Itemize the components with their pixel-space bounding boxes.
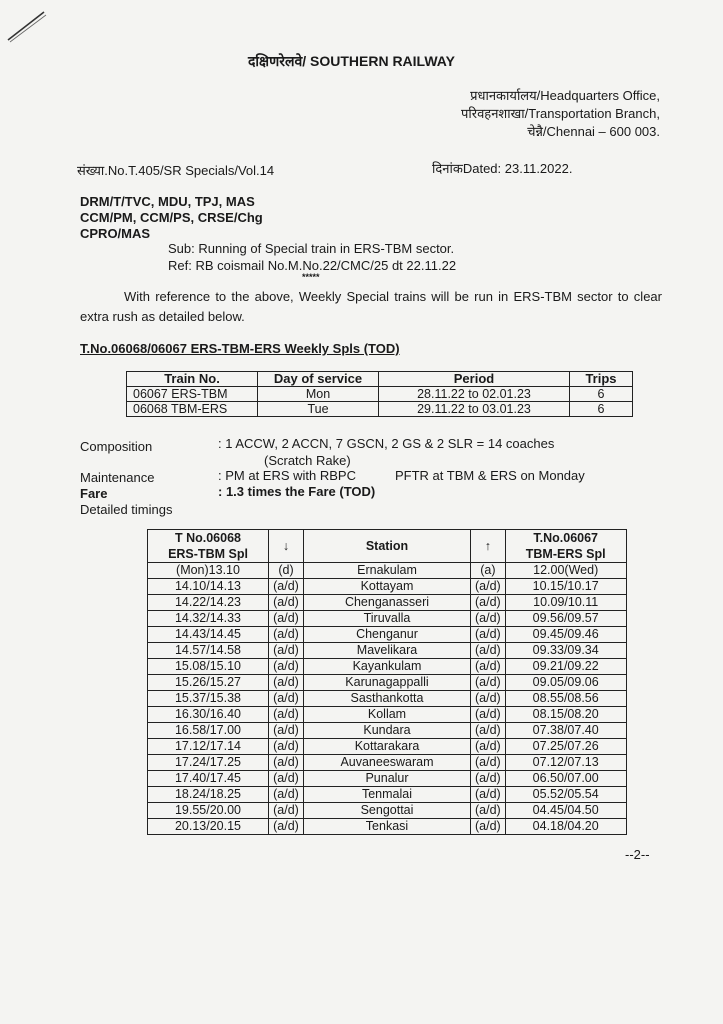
table-cell: (a/d) (471, 723, 506, 739)
table-cell: (a/d) (471, 707, 506, 723)
pen-mark-icon (4, 6, 52, 46)
table-cell: (a/d) (269, 691, 304, 707)
table-row (148, 803, 627, 819)
reference-line: Ref: RB coismail No.M.No.22/CMC/25 dt 22.11.22 (168, 258, 457, 273)
table-row (148, 723, 627, 739)
table-cell: 14.57/14.58 (148, 643, 269, 659)
table-cell: 10.15/10.17 (505, 579, 626, 595)
table-cell: 07.38/07.40 (505, 723, 626, 739)
office-line-2: परिवहनशाखा/Transportation Branch, (461, 106, 660, 121)
table-cell: 18.24/18.25 (148, 787, 269, 803)
table-row (148, 691, 627, 707)
reference-number: संख्या.No.T.405/SR Specials/Vol.14 (77, 163, 275, 178)
fare-label: Fare (80, 486, 108, 501)
header-text: T.No.06067 (533, 531, 599, 545)
table-cell: Chenganasseri (304, 595, 471, 611)
table-cell: Sengottai (304, 803, 471, 819)
table-row (127, 387, 633, 402)
table-cell: 17.24/17.25 (148, 755, 269, 771)
table-cell: 17.40/17.45 (148, 771, 269, 787)
table-cell: (a/d) (269, 755, 304, 771)
timing-table (147, 529, 627, 835)
timing-table-body (148, 563, 627, 835)
table-cell: 6 (570, 402, 633, 417)
composition-value: : 1 ACCW, 2 ACCN, 7 GSCN, 2 GS & 2 SLR = 14 coaches (218, 436, 555, 451)
table-cell: 14.43/14.45 (148, 627, 269, 643)
table-cell: Kollam (304, 707, 471, 723)
table-cell: Ernakulam (304, 563, 471, 579)
fare-value: : 1.3 times the Fare (TOD) (218, 484, 376, 499)
up-arrow-icon: ↑ (471, 530, 506, 563)
table-row (148, 819, 627, 835)
timings-label: Detailed timings (80, 502, 173, 517)
table-cell: 28.11.22 to 02.01.23 (379, 387, 570, 402)
table-cell: (a) (471, 563, 506, 579)
table-cell: 09.21/09.22 (505, 659, 626, 675)
table-cell: (a/d) (471, 643, 506, 659)
service-schedule-table (126, 371, 633, 417)
subject-line: Sub: Running of Special train in ERS-TBM sector. (168, 241, 455, 256)
table-row (148, 787, 627, 803)
table-cell: 04.45/04.50 (505, 803, 626, 819)
table-cell: 04.18/04.20 (505, 819, 626, 835)
table-row (148, 595, 627, 611)
table-cell: 15.26/15.27 (148, 675, 269, 691)
table-row (148, 563, 627, 579)
table-cell: Tenmalai (304, 787, 471, 803)
table-cell: Mavelikara (304, 643, 471, 659)
table-row (148, 643, 627, 659)
table-row (148, 707, 627, 723)
maintenance-label: Maintenance (80, 470, 155, 485)
table-cell: 09.45/09.46 (505, 627, 626, 643)
column-header-station: Station (304, 530, 471, 563)
column-header: Period (379, 372, 570, 387)
table-row (148, 739, 627, 755)
table-cell: Tenkasi (304, 819, 471, 835)
down-arrow-icon: ↓ (269, 530, 304, 563)
table-cell: (a/d) (269, 787, 304, 803)
table-cell: (a/d) (269, 643, 304, 659)
table-cell: Tue (258, 402, 379, 417)
column-header: Day of service (258, 372, 379, 387)
table-cell: 16.58/17.00 (148, 723, 269, 739)
table-cell: (a/d) (471, 579, 506, 595)
table-cell: (a/d) (269, 819, 304, 835)
table-cell: (a/d) (269, 579, 304, 595)
maintenance-value: : PM at ERS with RBPC (218, 468, 356, 483)
table-row (148, 659, 627, 675)
table-cell: 05.52/05.54 (505, 787, 626, 803)
table-row (148, 771, 627, 787)
table-cell: (a/d) (269, 803, 304, 819)
office-line-1: प्रधानकार्यालय/Headquarters Office, (470, 88, 660, 103)
table-cell: Mon (258, 387, 379, 402)
table-cell: Sasthankotta (304, 691, 471, 707)
table-cell: 17.12/17.14 (148, 739, 269, 755)
table-cell: (a/d) (471, 675, 506, 691)
table-row (148, 675, 627, 691)
table-cell: 09.05/09.06 (505, 675, 626, 691)
column-header-06068 (148, 530, 269, 563)
table-row (148, 611, 627, 627)
table-cell: (a/d) (471, 787, 506, 803)
table-cell: (Mon)13.10 (148, 563, 269, 579)
recipient-line: CCM/PM, CCM/PS, CRSE/Chg (80, 210, 263, 225)
body-paragraph: With reference to the above, Weekly Special trains will be run in ERS-TBM sector to clear extra rush as detailed below. (80, 289, 662, 324)
table-cell: Kottayam (304, 579, 471, 595)
table-cell: (a/d) (269, 675, 304, 691)
table-cell: Kayankulam (304, 659, 471, 675)
table-cell: 12.00(Wed) (505, 563, 626, 579)
table-cell: 14.10/14.13 (148, 579, 269, 595)
table-cell: (a/d) (471, 595, 506, 611)
table-cell: (a/d) (471, 755, 506, 771)
table-cell: Tiruvalla (304, 611, 471, 627)
table-cell: 14.32/14.33 (148, 611, 269, 627)
dated: दिनांकDated: 23.11.2022. (432, 161, 573, 176)
table-cell: 07.25/07.26 (505, 739, 626, 755)
table-cell: (a/d) (471, 611, 506, 627)
composition-label: Composition (80, 439, 153, 454)
office-line-3: चेन्नै/Chennai – 600 003. (527, 124, 660, 139)
table-cell: (a/d) (269, 611, 304, 627)
table-cell: 6 (570, 387, 633, 402)
table-cell: Auvaneeswaram (304, 755, 471, 771)
table-cell: (a/d) (269, 627, 304, 643)
column-header: Trips (570, 372, 633, 387)
separator-stars: ***** (302, 272, 320, 282)
table-cell: Chenganur (304, 627, 471, 643)
table-cell: (a/d) (269, 659, 304, 675)
column-header-06067 (505, 530, 626, 563)
table-row (127, 402, 633, 417)
table-cell: (a/d) (269, 739, 304, 755)
table-cell: (a/d) (471, 659, 506, 675)
table-cell: Punalur (304, 771, 471, 787)
table-cell: 15.37/15.38 (148, 691, 269, 707)
table-cell: 10.09/10.11 (505, 595, 626, 611)
header-text: ERS-TBM Spl (168, 547, 248, 561)
composition-note: (Scratch Rake) (264, 453, 351, 468)
table-cell: Karunagappalli (304, 675, 471, 691)
table-cell: (d) (269, 563, 304, 579)
table-row (148, 755, 627, 771)
table-header-row (127, 372, 633, 387)
table-row (148, 627, 627, 643)
section-title: T.No.06068/06067 ERS-TBM-ERS Weekly Spls (TOD) (80, 341, 400, 356)
column-header: Train No. (127, 372, 258, 387)
table-cell: 06068 TBM-ERS (127, 402, 258, 417)
table-cell: 29.11.22 to 03.01.23 (379, 402, 570, 417)
table-cell: (a/d) (269, 595, 304, 611)
table-cell: 16.30/16.40 (148, 707, 269, 723)
table-cell: 07.12/07.13 (505, 755, 626, 771)
table-cell: (a/d) (269, 723, 304, 739)
header-text: TBM-ERS Spl (525, 547, 606, 561)
maintenance-extra: PFTR at TBM & ERS on Monday (395, 468, 585, 483)
table-cell: (a/d) (471, 691, 506, 707)
table-cell: 14.22/14.23 (148, 595, 269, 611)
recipient-line: DRM/T/TVC, MDU, TPJ, MAS (80, 194, 255, 209)
table-cell: 09.56/09.57 (505, 611, 626, 627)
table-cell: 08.55/08.56 (505, 691, 626, 707)
table-row (148, 579, 627, 595)
table-cell: 20.13/20.15 (148, 819, 269, 835)
table-cell: (a/d) (471, 803, 506, 819)
header-text: T No.06068 (174, 531, 241, 545)
table-cell: (a/d) (471, 627, 506, 643)
table-cell: 08.15/08.20 (505, 707, 626, 723)
table-cell: 15.08/15.10 (148, 659, 269, 675)
table-cell: 19.55/20.00 (148, 803, 269, 819)
table-cell: (a/d) (269, 771, 304, 787)
table-cell: 06.50/07.00 (505, 771, 626, 787)
table-cell: Kottarakara (304, 739, 471, 755)
table-cell: 06067 ERS-TBM (127, 387, 258, 402)
table-cell: (a/d) (471, 771, 506, 787)
table-header-row (148, 530, 627, 563)
recipient-line: CPRO/MAS (80, 226, 151, 241)
page-marker: --2-- (625, 847, 650, 862)
table-cell: (a/d) (471, 739, 506, 755)
table-cell: (a/d) (471, 819, 506, 835)
table-cell: 09.33/09.34 (505, 643, 626, 659)
table-cell: (a/d) (269, 707, 304, 723)
table-cell: Kundara (304, 723, 471, 739)
letterhead-title: दक्षिणरेलवे/ SOUTHERN RAILWAY (248, 53, 455, 69)
